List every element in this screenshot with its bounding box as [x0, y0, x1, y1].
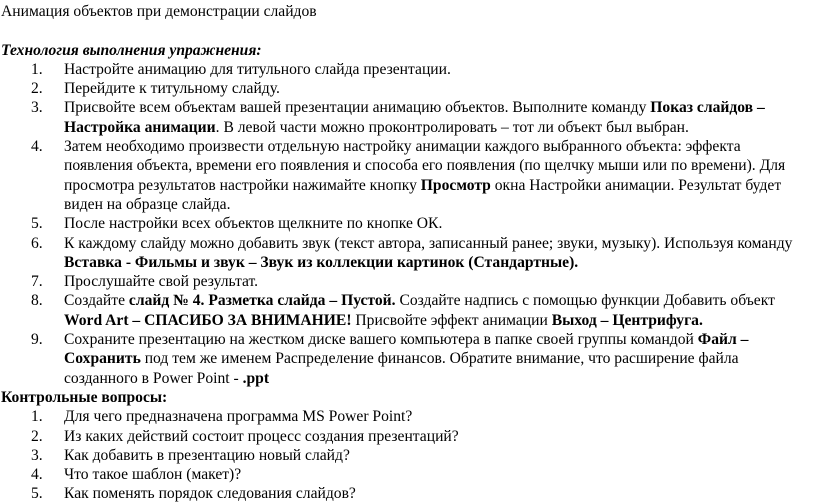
step-command-text: Файл – Сохранить: [64, 331, 749, 368]
question-item: [0, 465, 812, 484]
step-item: [0, 330, 812, 388]
document-title: Анимация объектов при демонстрации слайдов: [1, 3, 317, 20]
step-number: 1.: [31, 60, 43, 78]
question-text: Как добавить в презентацию новый слайд?: [64, 446, 350, 464]
step-text: . В левой части можно проконтролировать – тот ли объект был выбран.: [215, 118, 689, 136]
step-command-text: Показ слайдов – Настройка анимации: [64, 99, 765, 136]
step-item: [0, 291, 812, 330]
step-command-text: Просмотр: [420, 176, 491, 194]
step-text: Затем необходимо произвести отдельную настройку анимации каждого выбранного объекта: эффекта появления объекта, времени его появления и способа его появления (по щелчку мыши или по времени). Для просмотра результатов настройки нажимайте кнопку: [64, 138, 786, 194]
questions-list: [0, 407, 812, 503]
question-number: 5.: [31, 485, 43, 503]
step-item: [0, 137, 812, 214]
step-text: Присвойте эффект анимации: [351, 311, 552, 329]
step-number: 3.: [31, 99, 43, 117]
question-number: 4.: [31, 466, 43, 484]
question-item: [0, 427, 812, 446]
step-command-text: слайд № 4. Разметка слайда – Пустой.: [128, 292, 396, 310]
step-text: К каждому слайду можно добавить звук (текст автора, записанный ранее; звуки, музыку). Используя команду: [64, 234, 793, 252]
step-number: 8.: [31, 292, 43, 310]
step-number: 4.: [31, 138, 43, 156]
step-number: 5.: [31, 215, 43, 233]
step-command-text: Вставка - Фильмы и звук – Звук из коллекции картинок (Стандартные).: [64, 253, 579, 271]
step-text: Сохраните презентацию на жестком диске вашего компьютера в папке своей группы командой: [64, 331, 698, 349]
step-text: Настройте анимацию для титульного слайда презентации.: [64, 60, 451, 78]
question-text: Из каких действий состоит процесс создания презентаций?: [64, 427, 459, 445]
step-text: Прослушайте свой результат.: [64, 273, 259, 291]
technology-heading: Технология выполнения упражнения:: [1, 41, 262, 59]
step-command-text: Выход – Центрифуга.: [551, 311, 703, 329]
step-text: Перейдите к титульному слайду.: [64, 80, 280, 98]
question-item: [0, 446, 812, 465]
step-text: Присвойте всем объектам вашей презентации анимацию объектов. Выполните команду: [64, 99, 651, 117]
step-item: [0, 79, 812, 98]
step-item: [0, 60, 812, 79]
step-item: [0, 98, 812, 137]
step-item: [0, 272, 812, 291]
step-item: [0, 214, 812, 233]
blank-line: [0, 21, 812, 40]
step-number: 6.: [31, 234, 43, 252]
question-text: Для чего предназначена программа MS Power Point?: [64, 408, 413, 426]
question-item: [0, 484, 812, 503]
step-text: окна Настройки анимации. Результат будет виден на образце слайда.: [64, 176, 782, 213]
step-text: под тем же именем Распределение финансов. Обратите внимание, что расширение файла созданного в Power Point -: [64, 350, 739, 387]
question-number: 1.: [31, 408, 43, 426]
question-text: Как поменять порядок следования слайдов?: [64, 485, 356, 503]
step-text: Создайте надпись с помощью функции Добавить объект: [395, 292, 775, 310]
step-number: 9.: [31, 331, 43, 349]
step-command-text: .ppt: [242, 369, 270, 387]
question-text: Что такое шаблон (макет)?: [64, 466, 242, 484]
steps-list: [0, 60, 812, 388]
document-page: [0, 2, 812, 504]
control-questions-heading: Контрольные вопросы:: [1, 388, 168, 406]
step-command-text: Word Art – СПАСИБО ЗА ВНИМАНИЕ!: [64, 311, 352, 329]
question-number: 3.: [31, 446, 43, 464]
step-number: 2.: [31, 80, 43, 98]
question-number: 2.: [31, 427, 43, 445]
question-item: [0, 407, 812, 426]
step-text: Создайте: [64, 292, 129, 310]
step-text: После настройки всех объектов щелкните по кнопке ОК.: [64, 215, 443, 233]
step-number: 7.: [31, 273, 43, 291]
step-item: [0, 234, 812, 273]
